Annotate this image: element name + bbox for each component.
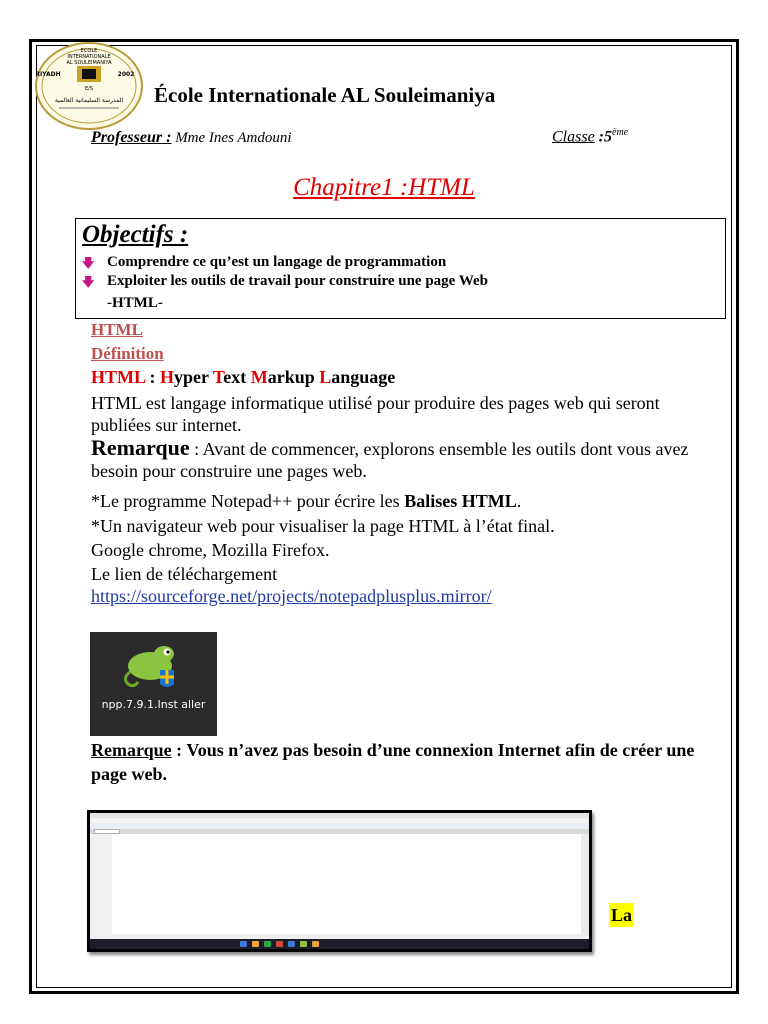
- professeur-name: Mme Ines Amdouni: [171, 130, 292, 146]
- tool-notepad-text: *Le programme Notepad++ pour écrire les: [91, 491, 405, 511]
- logo-text-middle: E/S: [84, 86, 94, 92]
- objectif-item: [82, 273, 488, 291]
- notepad-window-screenshot: [87, 810, 592, 952]
- objectif-item: [82, 254, 446, 272]
- remarque-label: Remarque: [91, 435, 190, 460]
- taskbar-app-icon: [288, 941, 295, 947]
- editor-area: [112, 834, 581, 934]
- acronym-letter-l: L: [319, 367, 332, 387]
- taskbar-app-icon: [276, 941, 283, 947]
- acronym-label: HTML: [91, 367, 146, 387]
- objectif-item-text: Comprendre ce qu’est un langage de programmation: [107, 254, 447, 270]
- professeur-line: [91, 129, 292, 147]
- classe-superscript: ème: [612, 127, 629, 138]
- taskbar-app-icon: [252, 941, 259, 947]
- download-link[interactable]: https://sourceforge.net/projects/notepadplusplus.mirror/: [91, 586, 492, 606]
- tool-browser-line: *Un navigateur web pour visualiser la page HTML à l’état final.: [91, 516, 555, 536]
- objectif-item-text: Exploiter les outils de travail pour construire une page Web: [107, 273, 488, 289]
- logo-text-right: 2002: [117, 71, 135, 78]
- school-logo: [34, 40, 144, 132]
- taskbar-app-icon: [312, 941, 319, 947]
- acronym-letter-m: M: [250, 367, 268, 387]
- acronym-word-rest: arkup: [267, 367, 320, 387]
- taskbar-app-icon: [264, 941, 271, 947]
- acronym-letter-h: H: [160, 367, 175, 387]
- remarque-2-label: Remarque: [91, 740, 172, 760]
- classe-line: [552, 127, 628, 146]
- logo-text-arabic: المدرسة السليمانية العالمية: [54, 97, 124, 104]
- download-label: Le lien de téléchargement: [91, 564, 278, 584]
- installer-caption: npp.7.9.1.Inst aller: [101, 698, 206, 711]
- professeur-label: Professeur :: [91, 129, 172, 146]
- arrow-down-bullet-icon: 🡇: [82, 256, 95, 270]
- html-acronym: [91, 367, 395, 388]
- remarque-2-paragraph: [91, 738, 721, 786]
- taskbar-app-icon: [300, 941, 307, 947]
- acronym-word-rest: yper: [174, 367, 213, 387]
- windows-taskbar: [90, 939, 589, 949]
- tool-notepad-suffix: .: [516, 491, 522, 511]
- definition-paragraph: HTML est langage informatique utilisé pour produire des pages web qui seront publiées sur internet.: [91, 393, 660, 435]
- balises-html-bold: Balises HTML: [404, 491, 517, 511]
- remarque-2-text: : Vous n’avez pas besoin d’une connexion Internet afin de créer une page web.: [91, 740, 695, 784]
- classe-label: Classe: [552, 128, 595, 146]
- logo-text-left: RIYADH: [35, 71, 61, 78]
- acronym-letter-t: T: [212, 367, 224, 387]
- notepad-installer-image: [90, 632, 217, 736]
- logo-text-line1: ECOLE: [80, 48, 98, 54]
- chameleon-installer-icon: [90, 632, 217, 698]
- acronym-word-rest: anguage: [331, 367, 396, 387]
- arrow-down-bullet-icon: 🡇: [82, 275, 95, 289]
- acronym-separator: :: [145, 367, 161, 387]
- tool-notepad-line: [91, 490, 721, 512]
- section-heading-definition: Définition: [91, 344, 164, 363]
- remarque-text: : Avant de commencer, explorons ensemble les outils dont vous avez besoin pour construire une pages web.: [91, 439, 689, 481]
- remarque-paragraph: [91, 437, 721, 482]
- browsers-line: Google chrome, Mozilla Firefox.: [91, 540, 330, 560]
- taskbar-app-icon: [240, 941, 247, 947]
- editor-scrollbar: [581, 834, 589, 934]
- acronym-word-rest: ext: [223, 367, 251, 387]
- section-heading-html: HTML: [91, 320, 143, 339]
- highlighted-trailing-text: La: [611, 905, 633, 925]
- objectifs-title: Objectifs :: [82, 221, 189, 248]
- logo-text-line3: AL SOULEIMANIYA: [66, 60, 112, 66]
- logo-text-line2: INTERNATIONALE: [67, 54, 111, 60]
- school-name: École Internationale AL Souleimaniya: [154, 83, 496, 107]
- chapter-title: Chapitre1 :HTML: [293, 174, 475, 201]
- objectif-continuation: -HTML-: [107, 295, 163, 311]
- line-number-gutter: [90, 834, 112, 934]
- classe-value: :5: [594, 128, 612, 146]
